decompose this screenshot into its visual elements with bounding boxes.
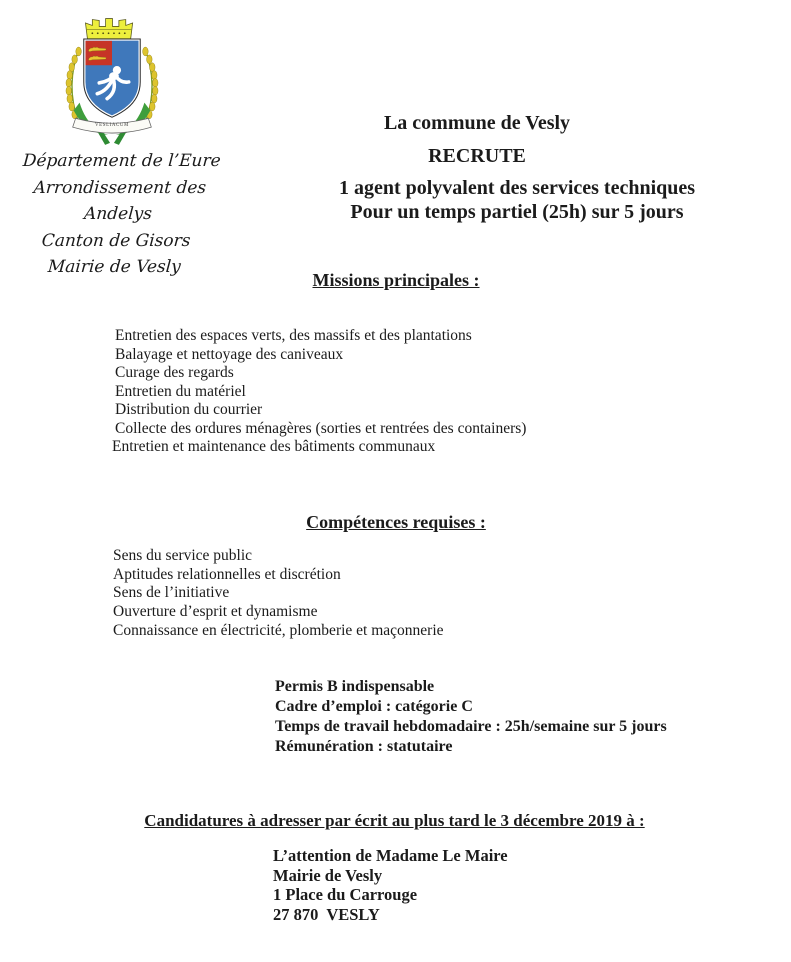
mission-item: Entretien et maintenance des bâtiments communaux (112, 438, 436, 455)
letterhead-line-canton: Canton de Gisors (41, 230, 192, 251)
address-street: 1 Place du Carrouge (273, 885, 418, 904)
motto-banner (73, 118, 152, 145)
emblem-motto: VESLIACUM (95, 123, 129, 129)
title-poste: 1 agent polyvalent des services techniques (338, 177, 696, 199)
condition-temps: Temps de travail hebdomadaire : 25h/semaine sur 5 jours (275, 718, 667, 735)
letterhead (3, 148, 232, 281)
condition-permis: Permis B indispensable (275, 678, 435, 695)
competence-item: Sens du service public (113, 547, 253, 564)
competences-list (113, 547, 673, 641)
normandy-canton (85, 41, 112, 66)
title-commune: La commune de Vesly (383, 112, 571, 134)
mission-item: Entretien du matériel (115, 382, 246, 400)
address-attention: L’attention de Madame Le Maire (273, 846, 508, 865)
competences-heading: Compétences requises : (306, 512, 486, 532)
title-temps-partiel: Pour un temps partiel (25h) sur 5 jours (350, 201, 684, 223)
address-city: 27 870 VESLY (273, 904, 380, 924)
letterhead-line-departement: Département de l’Eure (22, 151, 222, 171)
shield (85, 41, 138, 116)
commune-emblem (55, 9, 169, 149)
mission-item: Distribution du courrier (115, 401, 263, 418)
application-heading: Candidatures à adresser par écrit au plus tard le 3 décembre 2019 à : (144, 811, 645, 830)
condition-remuneration: Rémunération : statutaire (275, 738, 453, 755)
competence-item: Ouverture d’esprit et dynamisme (113, 603, 318, 621)
title-recrute: RECRUTE (428, 145, 526, 167)
mural-crown (85, 19, 132, 39)
competence-item: Aptitudes relationnelles et discrétion (113, 565, 341, 583)
missions-list (112, 327, 675, 457)
missions-heading: Missions principales : (312, 270, 480, 290)
mission-item: Balayage et nettoyage des caniveaux (115, 345, 344, 363)
application-address (273, 846, 693, 924)
address-mairie: Mairie de Vesly (273, 865, 383, 885)
letterhead-line-arrondissement: Arrondissement des Andelys (32, 177, 207, 224)
competence-item: Sens de l’initiative (113, 584, 230, 602)
mission-item: Collecte des ordures ménagères (sorties et rentrées des containers) (115, 419, 527, 437)
emblem-svg (55, 9, 169, 149)
letterhead-line-mairie: Mairie de Vesly (47, 257, 182, 277)
conditions-list (275, 677, 755, 757)
mission-item: Curage des regards (115, 364, 234, 381)
condition-cadre: Cadre d’emploi : catégorie C (275, 698, 473, 715)
mission-item: Entretien des espaces verts, des massifs et des plantations (115, 327, 472, 344)
competence-item: Connaissance en électricité, plomberie et maçonnerie (113, 621, 444, 639)
